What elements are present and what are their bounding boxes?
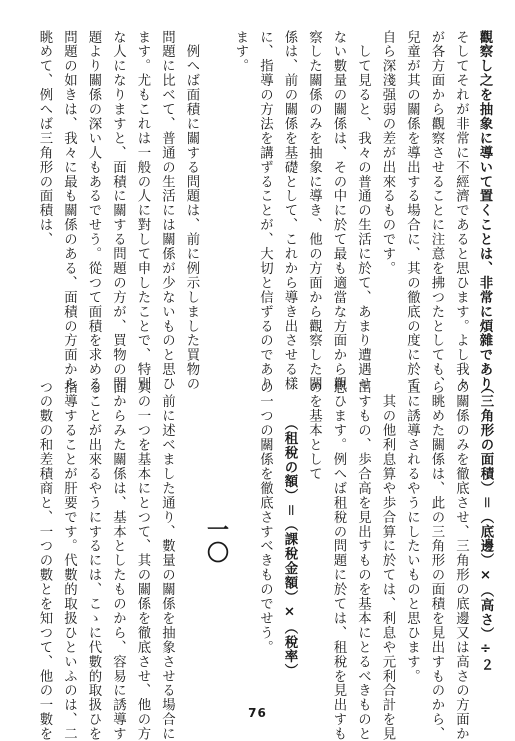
upper-text-line: な人になりますと、面積に關する問題の方が、買物の問: [110, 30, 126, 392]
upper-text-line: そしてそれが非常に不經濟であると思ひます。よし我々: [453, 30, 469, 392]
lower-text-line: のを基本として: [306, 380, 322, 482]
lower-text-line: 一〇: [203, 380, 229, 565]
lower-text-line: [228, 380, 253, 680]
upper-text-line: 眺めて、例へば三角形の面積は、: [37, 30, 52, 247]
upper-text-line: 察した關係のみを抽象に導き、他の方面から觀察した關: [306, 30, 322, 392]
upper-text-line: 自ら深淺强弱の差が出來るものです。: [380, 30, 395, 276]
lower-text-line: つの數の和差積商と、一つの數とを知つて、他の一數を: [37, 380, 52, 741]
upper-text-line: 例へば面積に關する問題は、前に例示しました買物の: [184, 30, 199, 392]
upper-text-line: に、指導の方法を講ずることが、大切と信ずるのであり: [257, 30, 273, 392]
lower-text-line: ることが出來るやうにするには、こゝに代數的取扱ひを: [86, 380, 101, 741]
upper-text-line: 觀察し之を抽象に導いて置くことは、非常に煩雜であり: [477, 30, 493, 392]
lower-text-line: （三角形の面積）＝（底邊）×（高さ）÷２: [478, 380, 493, 673]
upper-text-block: [32, 30, 498, 392]
lower-text-line: [179, 380, 204, 680]
lower-text-line: （租稅の額）＝（課稅金額）×（稅率）: [282, 380, 297, 679]
upper-text-line: 問題に比べて、普通の生活には關係が少ないものと思ひ: [159, 30, 175, 392]
lower-text-line: 其の一つを基本にとつて、其の關係を徹底させ、他の方: [135, 380, 150, 741]
upper-text-line: 題より關係の深い人もあるでせう。從つて面積を求める: [86, 30, 101, 392]
lower-text-line: 面からみた關係は、基本としたものから、容易に誘導す: [110, 380, 126, 741]
lower-text-line: ら眺めた關係は、此の三角形の面積を見出すものから、: [429, 380, 444, 741]
upper-text-line: 係は、前の關係を基礎として、これから導き出させる樣: [282, 30, 297, 392]
lower-text-line: 前に述べました通り、數量の關係を抽象させる場合に: [159, 380, 175, 741]
upper-text-line: [203, 30, 228, 330]
lower-text-line: 直に誘導されるやうにしたいものと思ひます。: [404, 380, 420, 684]
lower-text-line: の關係のみを徹底させ、三角形の底邊又は高さの方面か: [453, 380, 469, 741]
page-number: 76: [248, 706, 267, 720]
upper-text-line: ます。: [233, 30, 248, 74]
upper-text-line: 兒童が其の關係を導出する場合に、其の徹底の度に於て: [404, 30, 420, 392]
lower-text-line: 其の他利息算や歩合算に於ては、利息や元利合計を見: [380, 380, 395, 741]
lower-text-line: 思ひます。例へば租稅の問題に於ては、租稅を見出すも: [331, 380, 346, 741]
upper-text-line: 問題の如きは、我々に最も關係のある、面積の方面から: [61, 30, 77, 392]
lower-text-line: 指導することが肝要です。代數的取扱ひといふのは、二: [61, 380, 77, 741]
upper-text-line: が各方面から觀察させることに注意を拂つたとしても、: [429, 30, 444, 392]
lower-text-line: 出すもの、歩合高を見出すものを基本にとるべきものと: [355, 380, 371, 741]
upper-text-line: して見ると、我々の普通の生活に於て、あまり遭遇せ: [355, 30, 371, 392]
upper-text-line: ない數量の關係は、その中に於て最も適當な方面から觀: [331, 30, 346, 392]
lower-text-line: の一つの關係を徹底さすべきものでせう。: [257, 380, 273, 655]
upper-text-line: ます。尤もこれは一般の人に對して申したことで、特別: [135, 30, 150, 392]
